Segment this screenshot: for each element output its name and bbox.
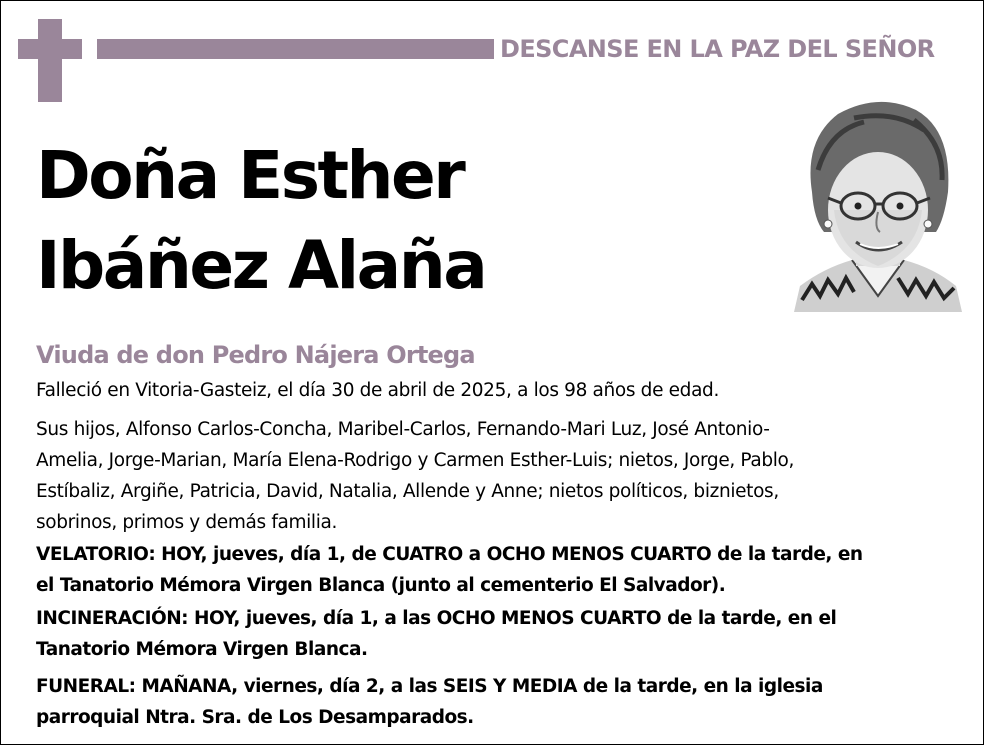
death-notice: Falleció en Vitoria-Gasteiz, el día 30 de abril de 2025, a los 98 años de edad. bbox=[36, 380, 719, 401]
family-line: Sus hijos, Alfonso Carlos-Concha, Maribel-Carlos, Fernando-Mari Luz, José Antonio- bbox=[36, 419, 770, 440]
header-title: DESCANSE EN LA PAZ DEL SEÑOR bbox=[500, 35, 935, 63]
deceased-subtitle: Viuda de don Pedro Nájera Ortega bbox=[36, 341, 475, 369]
family-line: Estíbaliz, Argiñe, Patricia, David, Natalia, Allende y Anne; nietos políticos, biznietos, bbox=[36, 481, 779, 502]
velatorio-line: el Tanatorio Mémora Virgen Blanca (junto al cementerio El Salvador). bbox=[36, 575, 726, 596]
family-line: sobrinos, primos y demás familia. bbox=[36, 512, 338, 533]
family-line: Amelia, Jorge-Marian, María Elena-Rodrigo y Carmen Esther-Luis; nietos, Jorge, Pablo, bbox=[36, 450, 795, 471]
deceased-name bbox=[36, 131, 736, 311]
incineracion-line: Tanatorio Mémora Virgen Blanca. bbox=[36, 639, 368, 660]
cross-icon bbox=[38, 19, 62, 102]
funeral-paragraph bbox=[36, 671, 956, 733]
name-line-2: Ibáñez Alaña bbox=[36, 227, 486, 304]
funeral-line: parroquial Ntra. Sra. de Los Desamparados. bbox=[36, 707, 474, 728]
incineracion-paragraph bbox=[36, 603, 956, 665]
family-paragraph bbox=[36, 414, 956, 538]
name-line-1: Doña Esther bbox=[36, 137, 464, 214]
header-band bbox=[97, 39, 494, 59]
velatorio-line: VELATORIO: HOY, jueves, día 1, de CUATRO a OCHO MENOS CUARTO de la tarde, en bbox=[36, 544, 863, 565]
incineracion-line: INCINERACIÓN: HOY, jueves, día 1, a las OCHO MENOS CUARTO de la tarde, en el bbox=[36, 608, 837, 629]
portrait-photo bbox=[794, 100, 962, 312]
funeral-line: FUNERAL: MAÑANA, viernes, día 2, a las SEIS Y MEDIA de la tarde, en la iglesia bbox=[36, 676, 823, 697]
velatorio-paragraph bbox=[36, 539, 956, 601]
cross-icon-bar bbox=[18, 39, 82, 59]
